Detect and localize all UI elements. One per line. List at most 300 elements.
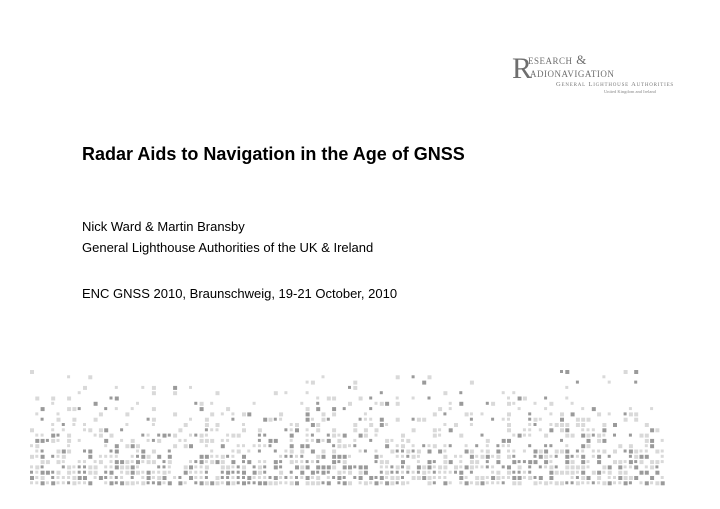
pattern-square — [316, 397, 319, 400]
pattern-square — [205, 418, 209, 422]
pattern-square — [443, 455, 447, 459]
pattern-square — [353, 476, 356, 479]
pattern-square — [544, 465, 547, 468]
logo-line-radionavigation: adionavigation — [530, 65, 615, 80]
pattern-square — [152, 460, 156, 464]
pattern-square — [375, 402, 378, 405]
pattern-square — [205, 481, 209, 485]
pattern-square — [486, 439, 490, 443]
pattern-square — [115, 476, 118, 479]
pattern-square — [581, 455, 585, 459]
pattern-square — [269, 476, 272, 479]
pattern-square — [263, 460, 266, 463]
pattern-square — [518, 465, 522, 469]
pattern-square — [221, 455, 225, 459]
pattern-square — [534, 455, 537, 458]
pattern-square — [523, 428, 526, 431]
pattern-square — [650, 476, 654, 480]
pattern-square — [512, 481, 516, 485]
pattern-square — [544, 460, 548, 464]
pattern-square — [269, 481, 273, 485]
pattern-square — [459, 476, 463, 480]
pattern-square — [645, 455, 649, 459]
pattern-square — [565, 460, 569, 464]
pattern-square — [300, 444, 304, 448]
pattern-square — [295, 455, 298, 458]
pattern-square — [279, 481, 282, 484]
pattern-square — [507, 465, 511, 469]
pattern-square — [380, 471, 383, 474]
pattern-square — [475, 476, 479, 480]
pattern-square — [634, 455, 638, 459]
pattern-square — [560, 428, 564, 432]
pattern-square — [443, 423, 446, 426]
pattern-square — [147, 434, 150, 437]
pattern-square — [555, 465, 558, 468]
pattern-square — [507, 471, 511, 475]
pattern-square — [41, 460, 45, 464]
pattern-square — [157, 439, 161, 443]
pattern-square — [125, 471, 129, 475]
pattern-square — [194, 460, 197, 463]
pattern-square — [645, 465, 648, 468]
pattern-square — [125, 481, 129, 485]
pattern-square — [131, 455, 134, 458]
pattern-square — [67, 476, 70, 479]
pattern-square — [454, 465, 458, 469]
pattern-square — [539, 481, 542, 484]
pattern-square — [560, 481, 564, 485]
pattern-square — [316, 481, 320, 485]
pattern-square — [258, 460, 261, 463]
pattern-square — [78, 476, 82, 480]
pattern-square — [475, 455, 478, 458]
pattern-square — [459, 402, 463, 406]
pattern-square — [343, 444, 347, 448]
pattern-square — [502, 481, 505, 484]
pattern-square — [221, 412, 224, 415]
pattern-square — [104, 407, 107, 410]
pattern-square — [396, 418, 400, 422]
pattern-square — [78, 439, 81, 442]
pattern-square — [608, 476, 611, 479]
pattern-square — [83, 460, 86, 463]
pattern-square — [322, 450, 326, 454]
pattern-square — [306, 460, 309, 463]
pattern-square — [417, 465, 421, 469]
pattern-square — [348, 481, 352, 485]
pattern-square — [523, 434, 526, 437]
pattern-square — [263, 465, 266, 468]
pattern-square — [587, 481, 590, 484]
pattern-square — [581, 481, 584, 484]
pattern-square — [343, 476, 346, 479]
pattern-square — [491, 465, 494, 468]
pattern-square — [72, 481, 76, 485]
pattern-square — [433, 471, 436, 474]
pattern-square — [528, 418, 531, 421]
pattern-square — [576, 455, 579, 458]
pattern-square — [316, 439, 320, 443]
pattern-square — [597, 471, 601, 475]
pattern-square — [412, 397, 415, 400]
pattern-square — [258, 471, 262, 475]
pattern-square — [422, 476, 426, 480]
pattern-square — [618, 471, 622, 475]
pattern-square — [136, 460, 140, 464]
pattern-square — [443, 412, 446, 415]
pattern-square — [41, 407, 45, 411]
pattern-square — [205, 476, 208, 479]
pattern-square — [396, 476, 400, 480]
pattern-square — [284, 476, 287, 479]
pattern-square — [406, 465, 410, 469]
pattern-square — [576, 381, 579, 384]
pattern-square — [332, 455, 336, 459]
pattern-square — [443, 476, 446, 479]
pattern-square — [650, 428, 654, 432]
pattern-square — [263, 434, 266, 437]
pattern-square — [571, 455, 574, 458]
pattern-square — [141, 455, 145, 459]
pattern-square — [502, 439, 506, 443]
pattern-square — [263, 418, 267, 422]
pattern-square — [491, 471, 494, 474]
pattern-square — [41, 455, 45, 459]
pattern-square — [67, 450, 71, 454]
pattern-square — [618, 476, 622, 480]
pattern-square — [173, 476, 176, 479]
pattern-square — [253, 476, 256, 479]
pattern-square — [629, 407, 632, 410]
pattern-square — [549, 481, 552, 484]
pattern-square — [104, 444, 107, 447]
pattern-square — [417, 450, 421, 454]
pattern-square — [613, 423, 617, 427]
pattern-square — [136, 402, 139, 405]
pattern-square — [237, 444, 240, 447]
pattern-square — [544, 455, 548, 459]
pattern-square — [163, 460, 166, 463]
pattern-square — [184, 444, 188, 448]
pattern-square — [88, 428, 92, 432]
pattern-square — [555, 450, 559, 454]
pattern-square — [661, 481, 665, 485]
pattern-square — [555, 481, 559, 485]
pattern-square — [581, 444, 585, 448]
pattern-square — [481, 412, 484, 415]
pattern-square — [57, 450, 61, 454]
pattern-square — [549, 402, 553, 406]
pattern-square — [459, 434, 463, 438]
pattern-square — [78, 391, 81, 394]
pattern-square — [51, 428, 54, 431]
pattern-square — [565, 370, 569, 374]
pattern-square — [343, 481, 347, 485]
pattern-square — [645, 471, 649, 475]
pattern-square — [438, 428, 441, 431]
pattern-square — [41, 418, 44, 421]
pattern-square — [274, 418, 277, 421]
pattern-square — [290, 460, 294, 464]
pattern-square — [624, 450, 627, 453]
logo-initial: R — [512, 52, 533, 85]
pattern-square — [322, 481, 325, 484]
pattern-square — [332, 428, 336, 432]
pattern-square — [353, 386, 357, 390]
pattern-square — [475, 444, 478, 447]
pattern-square — [327, 465, 331, 469]
pattern-square — [51, 455, 54, 458]
pattern-square — [343, 407, 346, 410]
pattern-square — [247, 450, 250, 453]
pattern-square — [406, 439, 410, 443]
pattern-square — [173, 386, 177, 390]
pattern-square — [459, 471, 463, 475]
pattern-square — [587, 476, 591, 480]
pattern-square — [645, 434, 649, 438]
pattern-square — [597, 476, 601, 480]
pattern-square — [205, 423, 209, 427]
pattern-square — [41, 434, 44, 437]
pattern-square — [290, 434, 294, 438]
pattern-square — [115, 386, 118, 389]
pattern-square — [364, 465, 368, 469]
pattern-square — [359, 418, 362, 421]
pattern-square — [640, 450, 643, 453]
pattern-square — [316, 465, 320, 469]
pattern-square — [72, 423, 75, 426]
pattern-square — [523, 397, 527, 401]
pattern-square — [141, 450, 145, 454]
pattern-square — [401, 460, 405, 464]
pattern-square — [110, 460, 113, 463]
pattern-square — [337, 434, 340, 437]
pattern-square — [645, 439, 649, 443]
pattern-square — [380, 481, 383, 484]
pattern-square — [385, 439, 389, 443]
pattern-square — [290, 439, 293, 442]
pattern-square — [459, 455, 462, 458]
pattern-square — [645, 450, 648, 453]
pattern-square — [131, 460, 134, 463]
pattern-square — [433, 412, 437, 416]
pattern-square — [189, 444, 193, 448]
pattern-square — [576, 476, 579, 479]
pattern-square — [295, 465, 299, 469]
pattern-square — [369, 423, 373, 427]
research-radionavigation-logo — [512, 52, 696, 96]
pattern-square — [375, 476, 378, 479]
pattern-square — [35, 444, 39, 448]
pattern-square — [465, 465, 469, 469]
pattern-square — [231, 418, 234, 421]
pattern-square — [486, 455, 490, 459]
pattern-square — [396, 444, 399, 447]
pattern-square — [67, 481, 70, 484]
pattern-square — [41, 481, 45, 485]
pattern-square — [136, 465, 139, 468]
pattern-square — [258, 444, 261, 447]
pattern-square — [300, 450, 304, 454]
pattern-square — [454, 423, 458, 427]
pattern-square — [571, 460, 575, 464]
pattern-square — [306, 407, 310, 411]
pattern-square — [253, 402, 256, 405]
pattern-square — [115, 444, 119, 448]
logo-line-research: esearch & — [528, 52, 587, 67]
pattern-square — [364, 428, 368, 432]
pattern-square — [576, 423, 580, 427]
pattern-square — [120, 465, 124, 469]
pattern-square — [348, 386, 351, 389]
pattern-square — [518, 407, 521, 410]
pattern-square — [327, 471, 330, 474]
pattern-square — [634, 450, 638, 454]
pattern-square — [507, 428, 511, 432]
pattern-square — [560, 450, 564, 454]
pattern-square — [364, 481, 368, 485]
pattern-square — [295, 476, 298, 479]
pattern-square — [67, 407, 71, 411]
pattern-square — [67, 471, 71, 475]
pattern-square — [369, 418, 372, 421]
pattern-square — [650, 444, 654, 448]
pattern-square — [284, 428, 287, 431]
pattern-square — [231, 460, 235, 464]
pattern-square — [136, 471, 140, 475]
pattern-square — [571, 465, 575, 469]
pattern-square — [549, 428, 553, 432]
slide-title: Radar Aids to Navigation in the Age of GNSS — [82, 144, 465, 164]
pattern-square — [364, 434, 368, 438]
pattern-square — [125, 423, 128, 426]
pattern-square — [311, 434, 314, 437]
pattern-square — [624, 465, 627, 468]
pattern-square — [168, 471, 171, 474]
pattern-square — [496, 444, 499, 447]
decorative-square-pattern — [0, 370, 720, 509]
pattern-square — [655, 460, 659, 464]
pattern-square — [634, 465, 638, 469]
pattern-square — [534, 476, 537, 479]
pattern-square — [322, 471, 326, 475]
pattern-square — [433, 476, 436, 479]
pattern-square — [597, 460, 601, 464]
pattern-square — [274, 439, 278, 443]
pattern-square — [406, 455, 409, 458]
pattern-square — [88, 450, 92, 454]
pattern-square — [242, 460, 245, 463]
pattern-square — [549, 423, 552, 426]
pattern-square — [173, 444, 177, 448]
pattern-square — [306, 476, 310, 480]
pattern-square — [369, 476, 373, 480]
pattern-square — [322, 465, 326, 469]
pattern-square — [104, 439, 108, 443]
pattern-square — [258, 450, 261, 453]
pattern-square — [258, 476, 261, 479]
pattern-square — [428, 471, 431, 474]
pattern-square — [279, 471, 283, 475]
pattern-square — [141, 386, 144, 389]
pattern-square — [597, 412, 601, 416]
pattern-square — [565, 471, 569, 475]
pattern-square — [528, 423, 531, 426]
pattern-square — [104, 428, 108, 432]
pattern-square — [433, 428, 437, 432]
pattern-square — [157, 455, 161, 459]
pattern-square — [518, 397, 522, 401]
pattern-square — [433, 460, 436, 463]
pattern-square — [295, 423, 299, 427]
pattern-square — [311, 381, 315, 385]
pattern-square — [645, 444, 648, 447]
pattern-square — [348, 444, 351, 447]
pattern-square — [348, 455, 351, 458]
pattern-square — [279, 465, 282, 468]
pattern-square — [57, 439, 60, 442]
pattern-square — [438, 434, 441, 437]
pattern-square — [35, 455, 38, 458]
pattern-square — [274, 465, 278, 469]
pattern-square — [110, 397, 113, 400]
pattern-square — [189, 418, 192, 421]
pattern-square — [189, 465, 193, 469]
pattern-square — [136, 481, 139, 484]
pattern-square — [136, 450, 139, 453]
pattern-square — [486, 402, 489, 405]
pattern-square — [661, 476, 664, 479]
pattern-square — [369, 439, 372, 442]
pattern-square — [83, 386, 87, 390]
pattern-square — [608, 455, 611, 458]
pattern-square — [412, 476, 416, 480]
pattern-square — [587, 418, 591, 422]
pattern-square — [168, 450, 171, 453]
pattern-square — [602, 434, 605, 437]
pattern-square — [35, 434, 38, 437]
pattern-square — [88, 465, 92, 469]
pattern-square — [581, 476, 585, 480]
pattern-square — [369, 481, 372, 484]
pattern-square — [390, 471, 393, 474]
pattern-square — [597, 439, 601, 443]
pattern-square — [88, 481, 92, 485]
pattern-square — [544, 450, 548, 454]
pattern-square — [417, 471, 420, 474]
pattern-square — [560, 423, 564, 427]
pattern-square — [35, 397, 39, 401]
pattern-square — [528, 476, 532, 480]
pattern-square — [396, 455, 399, 458]
pattern-square — [279, 418, 282, 421]
pattern-square — [438, 407, 442, 411]
pattern-square — [449, 407, 452, 410]
pattern-square — [470, 460, 474, 464]
pattern-square — [152, 391, 156, 395]
pattern-square — [412, 428, 416, 432]
pattern-square — [380, 402, 384, 406]
pattern-square — [512, 450, 515, 453]
pattern-square — [332, 444, 335, 447]
pattern-square — [311, 418, 314, 421]
pattern-square — [216, 428, 219, 431]
pattern-square — [104, 471, 107, 474]
pattern-square — [72, 476, 76, 480]
pattern-square — [592, 434, 595, 437]
pattern-square — [491, 455, 494, 458]
